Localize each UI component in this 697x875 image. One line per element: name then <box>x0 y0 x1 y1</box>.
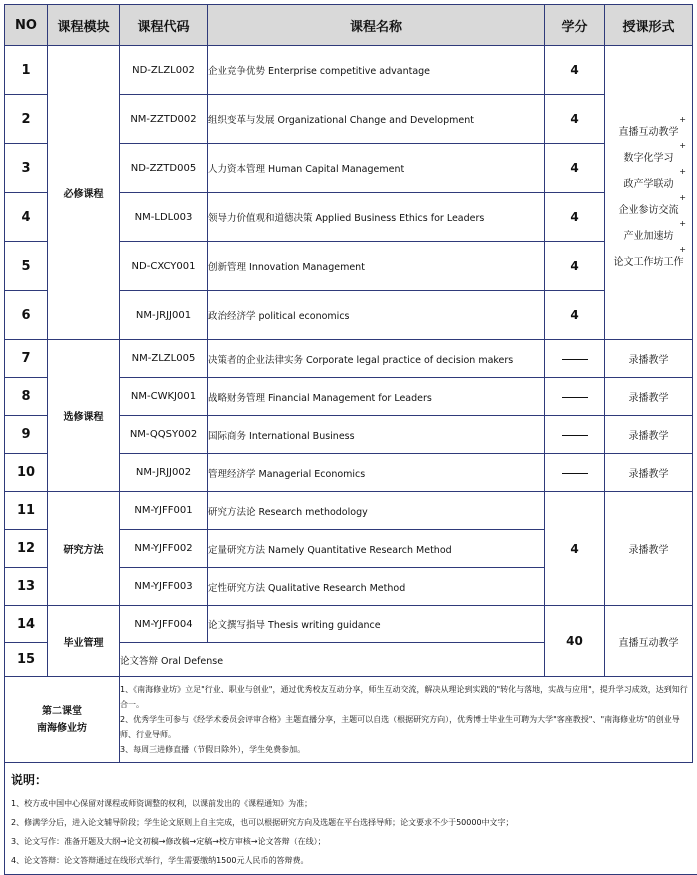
research-credit: 4 <box>545 492 605 606</box>
course-name: 组织变革与发展 Organizational Change and Development <box>208 95 545 144</box>
course-name: 政治经济学 political economics <box>208 291 545 340</box>
required-teaching-modes <box>605 46 693 340</box>
course-name: 国际商务 International Business <box>208 416 545 454</box>
notes-title: 说明： <box>11 773 48 787</box>
course-name: 论文答辩 Oral Defense <box>120 643 545 677</box>
course-credit: 4 <box>545 193 605 242</box>
course-name: 人力资本管理 Human Capital Management <box>208 144 545 193</box>
row-number: 15 <box>5 643 48 677</box>
course-credit-dash <box>545 340 605 378</box>
teaching-mode: 数字化学习 <box>623 152 674 164</box>
course-name: 管理经济学 Managerial Economics <box>208 454 545 492</box>
row-number: 1 <box>5 46 48 95</box>
course-name: 研究方法论 Research methodology <box>208 492 545 530</box>
module-research: 研究方法 <box>48 492 120 606</box>
course-name: 定量研究方法 Namely Quantitative Research Method <box>208 530 545 568</box>
course-credit-dash <box>545 454 605 492</box>
teaching-form: 录播教学 <box>605 340 693 378</box>
header-name: 课程名称 <box>208 5 545 46</box>
header-row <box>5 5 693 46</box>
teaching-mode: 产业加速坊 <box>623 230 674 242</box>
row-number: 5 <box>5 242 48 291</box>
second-class-description <box>120 677 693 763</box>
course-credit: 4 <box>545 95 605 144</box>
row-number: 8 <box>5 378 48 416</box>
table-row <box>5 606 693 643</box>
teaching-form: 直播互动教学 <box>605 606 693 677</box>
second-class-row <box>5 677 693 763</box>
course-code: NM-QQSY002 <box>120 416 208 454</box>
course-credit: 4 <box>545 144 605 193</box>
note-line: 2、修满学分后，进入论文辅导阶段；学生论文原则上自主完成，也可以根据研究方向及选题在平台选择导师；论文要求不少于50000中文字； <box>11 818 514 827</box>
teaching-mode: 论文工作坊工作 <box>613 256 684 268</box>
second-class-title: 第二课堂 <box>42 705 82 717</box>
note-line: 3、论文写作：准备开题及大纲→论文初稿→修改稿→定稿→校方审核→论文答辩（在线）； <box>11 837 326 846</box>
teaching-mode-list <box>605 107 692 279</box>
row-number: 4 <box>5 193 48 242</box>
course-code: NM-ZZTD002 <box>120 95 208 144</box>
note-line: 1、校方或中国中心保留对课程或师资调整的权利，以课前发出的《课程通知》为准； <box>11 799 313 808</box>
header-code: 课程代码 <box>120 5 208 46</box>
course-table <box>4 4 693 763</box>
plus-sign: + <box>679 192 686 202</box>
course-credit: 4 <box>545 46 605 95</box>
course-credit: 4 <box>545 291 605 340</box>
course-credit-dash <box>545 416 605 454</box>
row-number: 7 <box>5 340 48 378</box>
note-line: 4、论文答辩：论文答辩通过在线形式举行，学生需要缴纳1500元人民币的答辩费。 <box>11 856 309 865</box>
header-credit: 学分 <box>545 5 605 46</box>
row-number: 6 <box>5 291 48 340</box>
row-number: 2 <box>5 95 48 144</box>
course-code: ND-ZLZL002 <box>120 46 208 95</box>
graduation-credit: 40 <box>545 606 605 677</box>
course-name: 论文撰写指导 Thesis writing guidance <box>208 606 545 643</box>
course-code: NM-YJFF003 <box>120 568 208 606</box>
header-form: 授课形式 <box>605 5 693 46</box>
course-name: 企业竞争优势 Enterprise competitive advantage <box>208 46 545 95</box>
row-number: 11 <box>5 492 48 530</box>
course-code: NM-LDL003 <box>120 193 208 242</box>
second-class-subtitle: 南海修业坊 <box>37 722 87 734</box>
program-document <box>4 4 692 875</box>
teaching-form: 录播教学 <box>605 416 693 454</box>
course-name: 领导力价值观和道德决策 Applied Business Ethics for Leaders <box>208 193 545 242</box>
teaching-form: 录播教学 <box>605 454 693 492</box>
module-required: 必修课程 <box>48 46 120 340</box>
plus-sign: + <box>679 166 686 176</box>
plus-sign: + <box>679 244 686 254</box>
course-code: NM-YJFF004 <box>120 606 208 643</box>
course-name: 战略财务管理 Financial Management for Leaders <box>208 378 545 416</box>
course-code: NM-YJFF001 <box>120 492 208 530</box>
course-name: 决策者的企业法律实务 Corporate legal practice of decision makers <box>208 340 545 378</box>
row-number: 12 <box>5 530 48 568</box>
course-code: NM-YJFF002 <box>120 530 208 568</box>
course-name: 创新管理 Innovation Management <box>208 242 545 291</box>
course-credit-dash <box>545 378 605 416</box>
row-number: 14 <box>5 606 48 643</box>
second-class-paragraph: 1、《南海修业坊》立足"行业、职业与创业"，通过优秀校友互动分享，师生互动交流，解决从理论到实践的"转化与落地，实战与应用"，提升学习成效，达到知行合一。 <box>120 685 688 709</box>
plus-sign: + <box>679 140 686 150</box>
teaching-mode: 直播互动教学 <box>618 126 679 138</box>
course-code: NM-JRJJ001 <box>120 291 208 340</box>
course-credit: 4 <box>545 242 605 291</box>
course-code: ND-CXCY001 <box>120 242 208 291</box>
table-row <box>5 340 693 378</box>
course-code: NM-JRJJ002 <box>120 454 208 492</box>
course-code: NM-ZLZL005 <box>120 340 208 378</box>
teaching-mode: 政产学联动 <box>623 178 674 190</box>
module-elective: 选修课程 <box>48 340 120 492</box>
row-number: 3 <box>5 144 48 193</box>
row-number: 9 <box>5 416 48 454</box>
course-code: ND-ZZTD005 <box>120 144 208 193</box>
teaching-form: 录播教学 <box>605 378 693 416</box>
row-number: 10 <box>5 454 48 492</box>
header-module: 课程模块 <box>48 5 120 46</box>
second-class-paragraph: 2、优秀学生可参与《经学术委员会评审合格》主题直播分享，主题可以自选（根据研究方向），优秀博士毕业生可聘为大学"客座教授"、"南海修业坊"的创业导师、行业导师。 <box>120 715 680 739</box>
course-code: NM-CWKJ001 <box>120 378 208 416</box>
plus-sign: + <box>679 218 686 228</box>
teaching-form: 录播教学 <box>605 492 693 606</box>
plus-sign: + <box>679 114 686 124</box>
module-graduation: 毕业管理 <box>48 606 120 677</box>
table-row <box>5 492 693 530</box>
table-row <box>5 46 693 95</box>
second-class-label <box>5 677 120 763</box>
course-name: 定性研究方法 Qualitative Research Method <box>208 568 545 606</box>
second-class-paragraph: 3、每周三进修直播（节假日除外），学生免费参加。 <box>120 745 306 754</box>
header-no: NO <box>5 5 48 46</box>
row-number: 13 <box>5 568 48 606</box>
teaching-mode: 企业参访交流 <box>618 204 679 216</box>
notes-section <box>4 763 697 875</box>
